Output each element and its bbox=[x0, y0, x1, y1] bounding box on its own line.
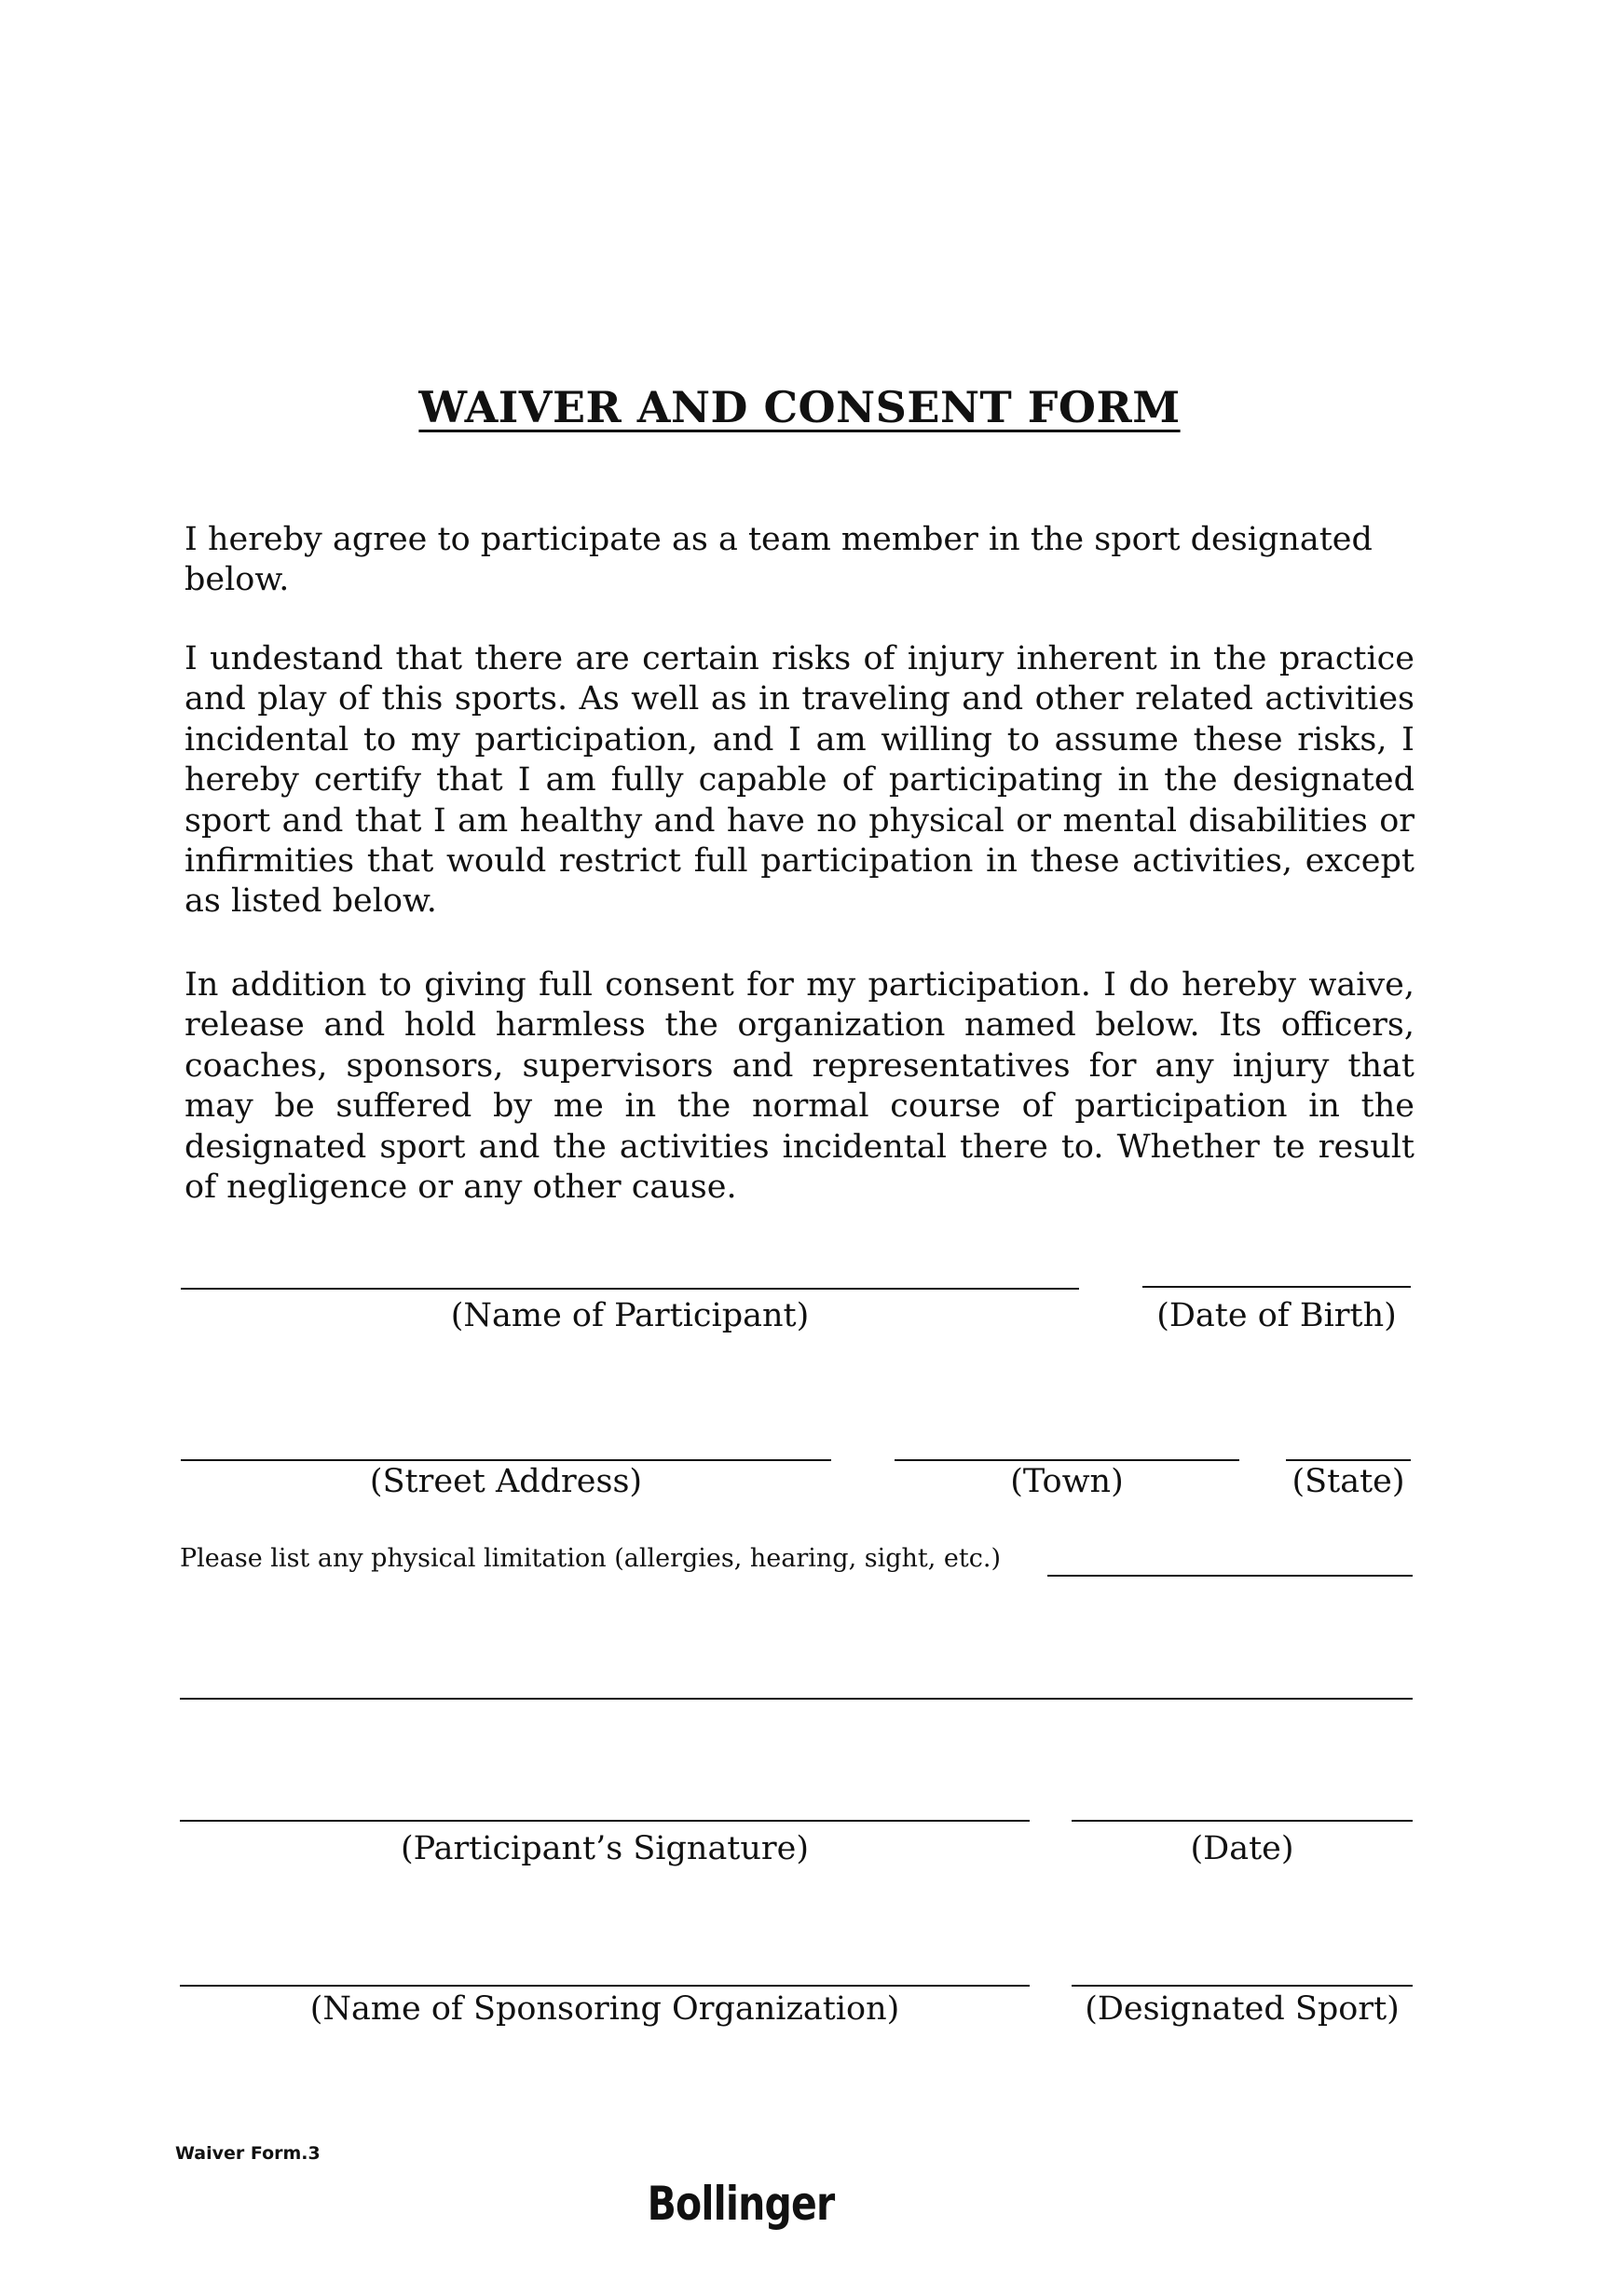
paragraph-risks: I undestand that there are certain risks of injury inherent in the practice and play of this sports. As well as in traveling and other related activities incidental to my participation, and I am willing to assume these risks, I hereby certify that I am fully capable of participating in the designated sport and that I am healthy and have no physical or mental disabilities or infirmities that would restrict full participation in these activities, except as listed below. bbox=[184, 640, 1414, 921]
date-of-birth-label: (Date of Birth) bbox=[1156, 1297, 1397, 1334]
physical-limitation-prompt: Please list any physical limitation (allergies, hearing, sight, etc.) bbox=[180, 1544, 1001, 1573]
town-label: (Town) bbox=[1010, 1463, 1124, 1500]
sponsoring-organization-label: (Name of Sponsoring Organization) bbox=[309, 1990, 900, 2028]
participant-name-line[interactable] bbox=[181, 1288, 1079, 1290]
paragraph-agreement: I hereby agree to participate as a team member in the sport designated below. bbox=[184, 521, 1373, 599]
street-address-line[interactable] bbox=[181, 1459, 831, 1461]
state-line[interactable] bbox=[1286, 1459, 1411, 1461]
form-title: WAIVER AND CONSENT FORM bbox=[418, 382, 1181, 432]
date-line[interactable] bbox=[1072, 1820, 1413, 1822]
participant-signature-label: (Participant’s Signature) bbox=[400, 1830, 810, 1867]
brand-logo: Bollinger bbox=[647, 2177, 835, 2231]
designated-sport-label: (Designated Sport) bbox=[1085, 1990, 1400, 2028]
paragraph-release: In addition to giving full consent for my participation. I do hereby waive, release and hold harmless the organization named below. Its officers, coaches, sponsors, supervisors and representatives for any injury that may be suffered by me in the normal course of participation in the designated sport and the activities incidental there to. Whether te result of negligence or any other cause. bbox=[184, 966, 1414, 1207]
participant-signature-line[interactable] bbox=[180, 1820, 1030, 1822]
date-label: (Date) bbox=[1190, 1830, 1294, 1867]
town-line[interactable] bbox=[895, 1459, 1239, 1461]
designated-sport-line[interactable] bbox=[1072, 1985, 1413, 1987]
physical-limitation-extra-line[interactable] bbox=[180, 1698, 1413, 1700]
street-address-label: (Street Address) bbox=[369, 1463, 643, 1500]
participant-name-label: (Name of Participant) bbox=[450, 1297, 810, 1334]
physical-limitation-line[interactable] bbox=[1047, 1575, 1413, 1577]
sponsoring-organization-line[interactable] bbox=[180, 1985, 1030, 1987]
state-label: (State) bbox=[1292, 1463, 1405, 1500]
date-of-birth-line[interactable] bbox=[1142, 1286, 1411, 1288]
form-id-footer: Waiver Form.3 bbox=[175, 2143, 321, 2164]
